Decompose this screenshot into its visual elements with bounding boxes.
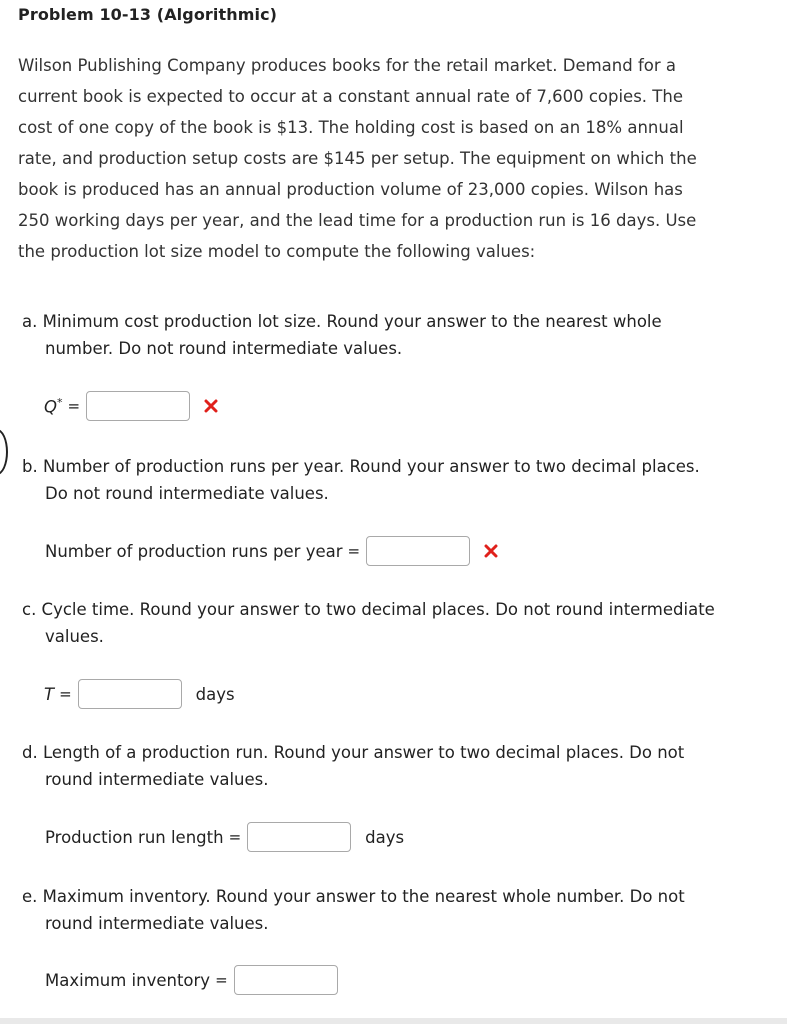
intro-line: book is produced has an annual production volume of 23,000 copies. Wilson has: [18, 180, 683, 199]
question-d-text: [22, 739, 782, 793]
incorrect-x-icon: [484, 544, 498, 558]
intro-line: Wilson Publishing Company produces books for the retail market. Demand for a: [18, 56, 677, 75]
answer-row-e: [45, 965, 338, 995]
q-star-input[interactable]: [86, 391, 190, 421]
question-d-line: d. Length of a production run. Round your answer to two decimal places. Do not: [22, 743, 685, 762]
answer-row-c: [44, 679, 235, 709]
problem-title: Problem 10-13 (Algorithmic): [18, 5, 278, 24]
incorrect-x-icon: [204, 399, 218, 413]
left-edge-bracket: [0, 429, 8, 475]
question-a-line: number. Do not round intermediate values.: [45, 339, 403, 358]
question-a-text: [22, 308, 782, 362]
answer-row-b: [45, 536, 498, 566]
cycle-time-label: T: [44, 684, 55, 704]
runs-per-year-input[interactable]: [366, 536, 470, 566]
question-b-line: Do not round intermediate values.: [45, 484, 329, 503]
answer-row-a: [44, 391, 218, 421]
q-star-label: Q*: [44, 395, 63, 417]
equals-sign: =: [67, 397, 81, 415]
cycle-time-input[interactable]: [78, 679, 182, 709]
intro-line: cost of one copy of the book is $13. The holding cost is based on an 18% annual: [18, 118, 684, 137]
answer-row-d: [45, 822, 404, 852]
bottom-divider: [0, 1018, 787, 1024]
question-e-line: round intermediate values.: [45, 914, 269, 933]
question-c-text: [22, 596, 782, 650]
intro-line: the production lot size model to compute the following values:: [18, 242, 536, 261]
question-d-line: round intermediate values.: [45, 770, 269, 789]
question-c-line: values.: [45, 627, 104, 646]
equals-sign: =: [228, 828, 242, 846]
intro-line: 250 working days per year, and the lead time for a production run is 16 days. Use: [18, 211, 697, 230]
run-length-unit: days: [365, 827, 405, 847]
intro-line: rate, and production setup costs are $145 per setup. The equipment on which the: [18, 149, 697, 168]
question-a-line: a. Minimum cost production lot size. Round your answer to the nearest whole: [22, 312, 662, 331]
question-b-line: b. Number of production runs per year. Round your answer to two decimal places.: [22, 457, 700, 476]
run-length-label: Production run length: [45, 827, 224, 847]
runs-per-year-label: Number of production runs per year: [45, 541, 343, 561]
question-e-text: [22, 883, 782, 937]
problem-intro: [18, 50, 778, 267]
run-length-input[interactable]: [247, 822, 351, 852]
equals-sign: =: [59, 685, 72, 703]
cycle-time-unit: days: [195, 684, 235, 704]
max-inventory-label: Maximum inventory: [45, 970, 211, 990]
question-c-line: c. Cycle time. Round your answer to two decimal places. Do not round intermediate: [22, 600, 715, 619]
equals-sign: =: [215, 971, 228, 989]
intro-line: current book is expected to occur at a constant annual rate of 7,600 copies. The: [18, 87, 683, 106]
question-b-text: [22, 453, 782, 507]
max-inventory-input[interactable]: [234, 965, 338, 995]
equals-sign: =: [347, 542, 361, 560]
question-e-line: e. Maximum inventory. Round your answer to the nearest whole number. Do not: [22, 887, 685, 906]
